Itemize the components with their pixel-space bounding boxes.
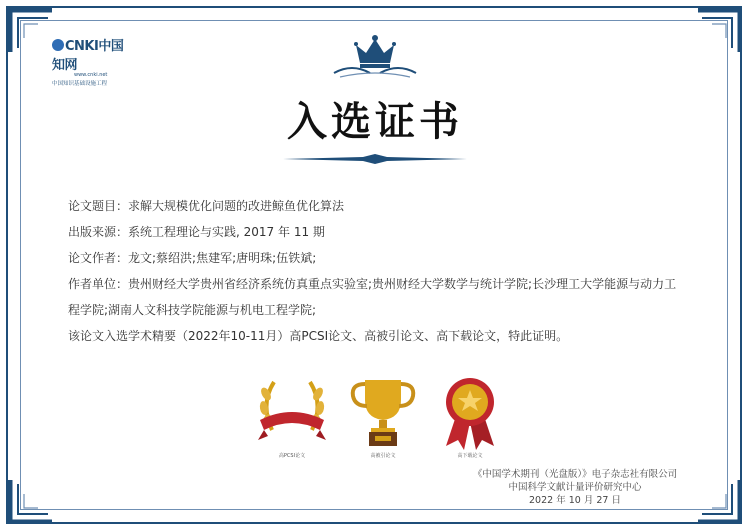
crown-ornament — [330, 33, 420, 81]
source-value: 系统工程理论与实践, 2017 年 11 期 — [128, 225, 325, 239]
certificate-body — [68, 193, 688, 349]
issuer-block — [430, 468, 720, 507]
paper-title-row — [68, 193, 688, 219]
medal-icon — [430, 374, 510, 450]
title-divider — [283, 150, 467, 162]
award-high-download — [430, 374, 510, 459]
corner-ornament-top-right — [696, 8, 742, 54]
trophy-icon — [343, 374, 423, 450]
paper-title-value: 求解大规模优化问题的改进鲸鱼优化算法 — [128, 199, 345, 213]
authors-label: 论文作者： — [68, 251, 129, 265]
award-label: 高下载论文 — [457, 453, 483, 459]
issue-date: 2022 年 10 月 27 日 — [529, 495, 621, 506]
logo-url: www.cnki.net — [74, 72, 108, 78]
crown-icon — [330, 33, 420, 81]
corner-ornament-top-left — [8, 8, 54, 54]
cnki-logo — [52, 35, 132, 87]
logo-mark — [52, 35, 132, 73]
authors-row — [68, 245, 688, 271]
affiliation-value: 贵州财经大学贵州省经济系统仿真重点实验室;贵州财经大学数学与统计学院;长沙理工大学能源与动力工程学院;湖南人文科技学院能源与机电工程学院; — [68, 277, 677, 317]
issuer-line-1: 《中国学术期刊（光盘版）》电子杂志社有限公司 — [472, 469, 678, 480]
award-label: 高PCSI论文 — [278, 453, 306, 459]
globe-icon — [52, 39, 64, 51]
logo-subtitle: 中国知识基础设施工程 — [52, 81, 108, 87]
issuer-line-2: 中国科学文献计量评价研究中心 — [508, 482, 642, 493]
source-label: 出版来源： — [68, 225, 129, 239]
corner-ornament-bottom-left — [8, 478, 54, 524]
affiliation-label: 作者单位： — [68, 277, 129, 291]
certificate-title: 入选证书 — [287, 98, 463, 145]
laurel-ribbon-icon — [252, 374, 332, 450]
awards-strip — [0, 374, 750, 464]
affiliation-row — [68, 271, 688, 323]
statement-row: 该论文入选学术精要（2022年10-11月）高PCSI论文、高被引论文、高下载论文，特此证明。 — [68, 329, 569, 343]
authors-value: 龙文;蔡绍洪;焦建军;唐明珠;伍铁斌; — [128, 251, 317, 265]
source-row — [68, 219, 688, 245]
paper-title-label: 论文题目： — [68, 199, 129, 213]
award-high-citation — [343, 374, 423, 459]
award-label: 高被引论文 — [370, 453, 396, 459]
logo-text: CNKI中国知网 — [52, 39, 124, 73]
award-high-pcsi — [252, 374, 332, 459]
